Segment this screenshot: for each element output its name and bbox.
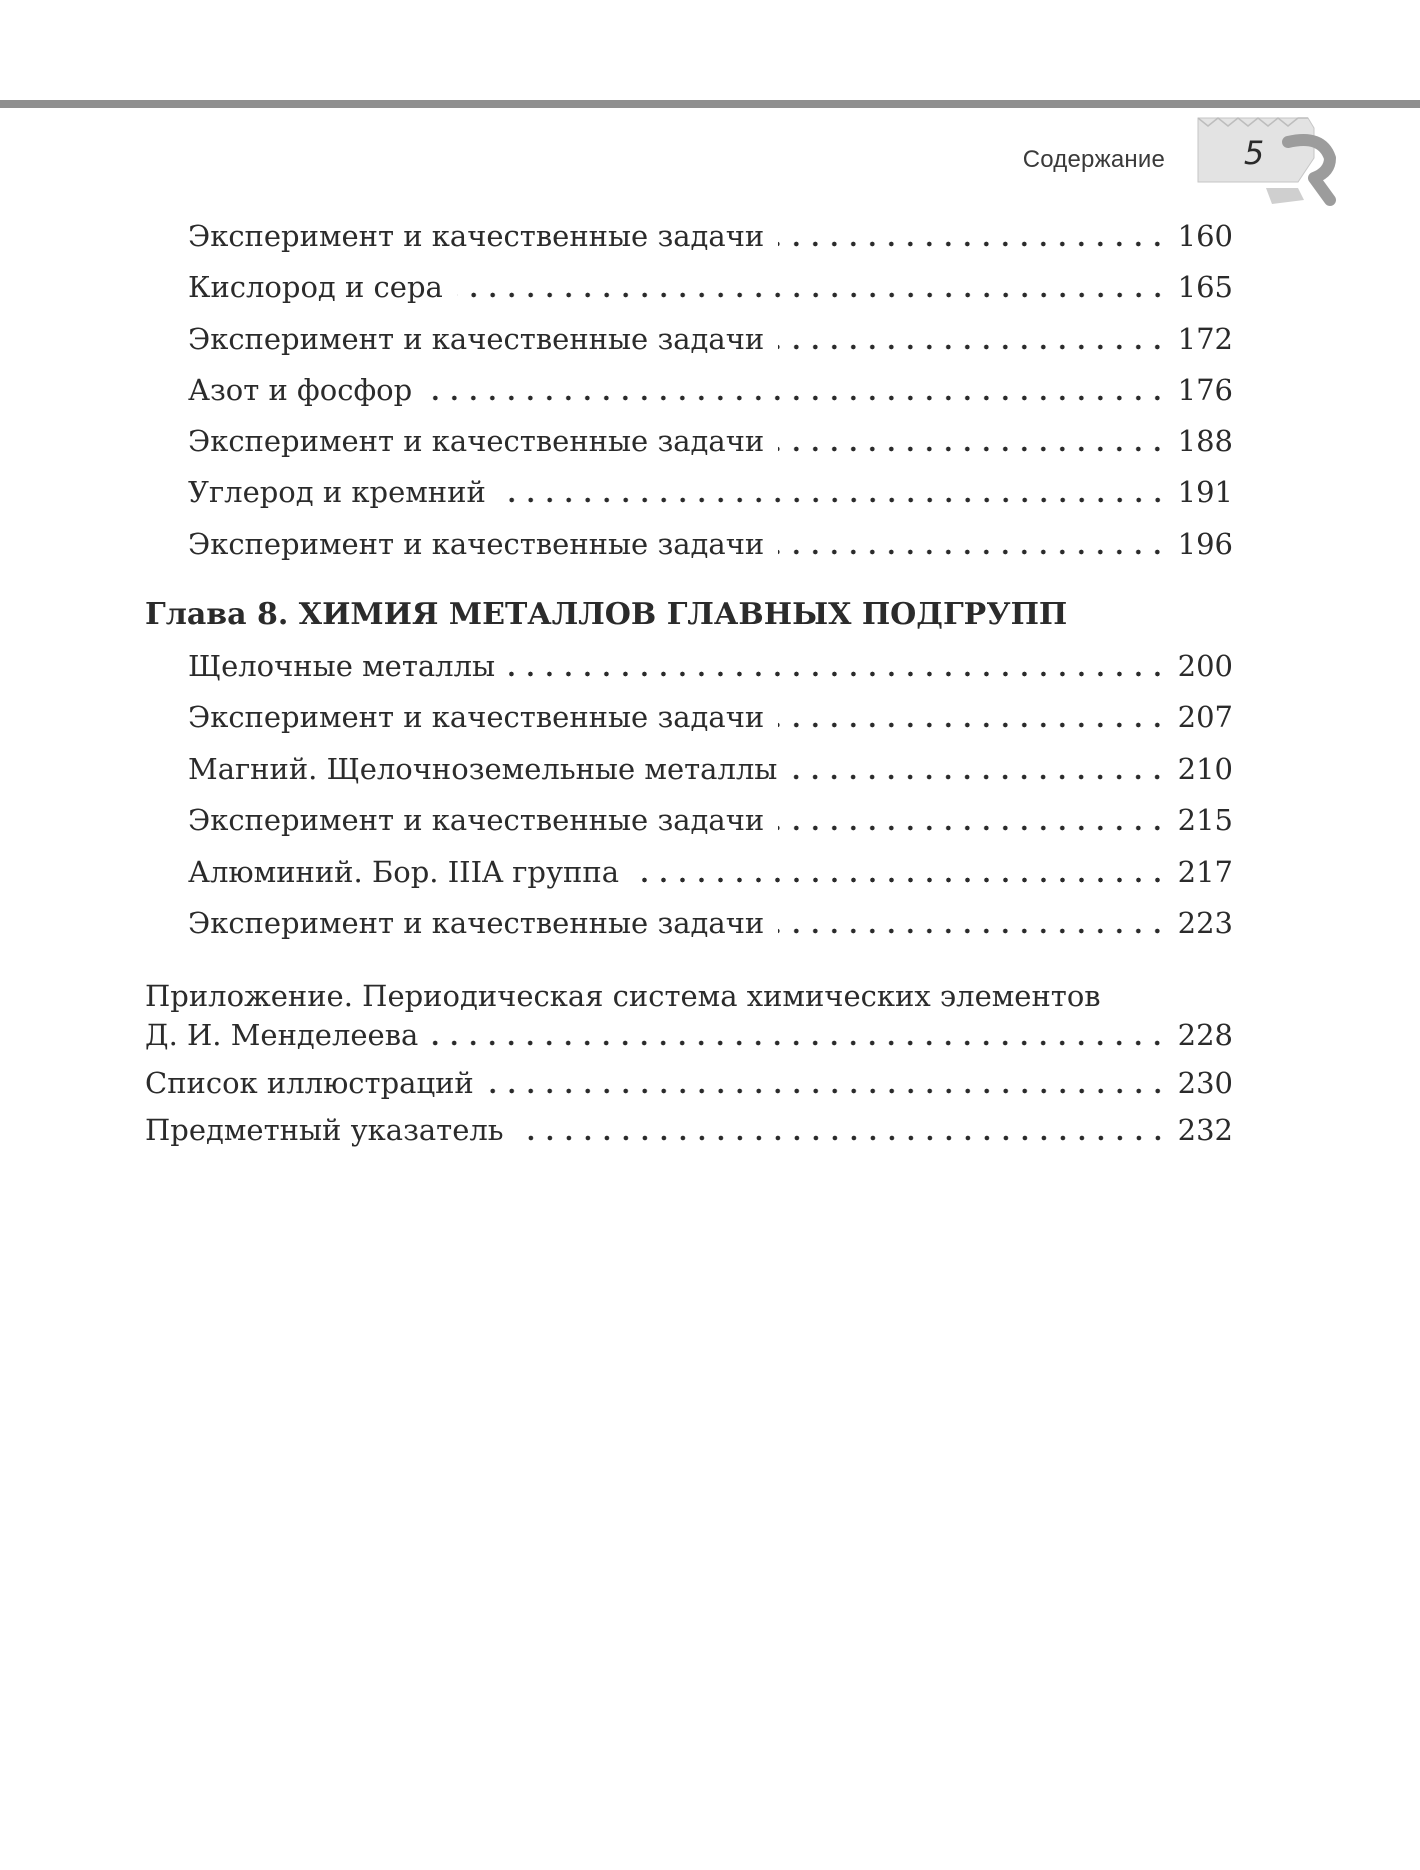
toc-entry-page: 217 bbox=[1177, 855, 1233, 889]
toc-entry[interactable] bbox=[188, 423, 1233, 459]
toc-entry-index[interactable] bbox=[145, 1112, 1233, 1148]
toc-entry[interactable] bbox=[188, 474, 1233, 510]
running-title: Содержание bbox=[1022, 146, 1165, 173]
dot-leader bbox=[457, 292, 1167, 298]
toc-entry[interactable] bbox=[188, 269, 1233, 305]
toc-entry-page: 196 bbox=[1177, 527, 1233, 561]
dot-leader bbox=[791, 774, 1167, 780]
toc-entry-title: Список иллюстраций bbox=[145, 1066, 474, 1100]
toc-entry-page: 215 bbox=[1177, 803, 1233, 837]
toc-entry[interactable] bbox=[188, 648, 1233, 684]
dot-leader bbox=[426, 395, 1167, 401]
toc-entry-title: Азот и фосфор bbox=[188, 373, 413, 407]
toc-entry-page: 172 bbox=[1177, 322, 1233, 356]
toc-entry-title: Углерод и кремний bbox=[188, 475, 486, 509]
dot-leader bbox=[500, 497, 1167, 503]
toc-entry-page: 200 bbox=[1177, 649, 1233, 683]
toc-entry[interactable] bbox=[188, 802, 1233, 838]
toc-entry-title: Щелочные металлы bbox=[188, 649, 496, 683]
toc-entry-page: 165 bbox=[1177, 270, 1233, 304]
toc-entry-title: Эксперимент и качественные задачи bbox=[188, 219, 765, 253]
toc-entry[interactable] bbox=[188, 699, 1233, 735]
toc-entry[interactable] bbox=[188, 751, 1233, 787]
toc-entry[interactable] bbox=[188, 905, 1233, 941]
dot-leader bbox=[432, 1040, 1167, 1046]
toc-entry[interactable] bbox=[188, 321, 1233, 357]
toc-entry-page: 188 bbox=[1177, 424, 1233, 458]
chapter-heading[interactable]: Глава 8. ХИМИЯ МЕТАЛЛОВ ГЛАВНЫХ ПОДГРУПП bbox=[145, 597, 1068, 632]
toc-entry[interactable] bbox=[188, 218, 1233, 254]
toc-entry-title: Эксперимент и качественные задачи bbox=[188, 906, 765, 940]
dot-leader bbox=[778, 446, 1167, 452]
toc-entry-page: 160 bbox=[1177, 219, 1233, 253]
dot-leader bbox=[633, 877, 1167, 883]
toc-entry-title: Кислород и сера bbox=[188, 270, 443, 304]
dot-leader bbox=[778, 344, 1167, 350]
toc-entry-page: 228 bbox=[1177, 1018, 1233, 1052]
toc-entry-title: Эксперимент и качественные задачи bbox=[188, 424, 765, 458]
toc-entry-page: 230 bbox=[1177, 1066, 1233, 1100]
toc-entry-title: Алюминий. Бор. IIIA группа bbox=[188, 855, 620, 889]
dot-leader bbox=[778, 722, 1167, 728]
toc-entry-title: Предметный указатель bbox=[145, 1113, 504, 1147]
toc-entry[interactable] bbox=[188, 854, 1233, 890]
appendix-title-line1[interactable]: Приложение. Периодическая система химических элементов bbox=[145, 979, 1101, 1013]
toc-entry-title: Эксперимент и качественные задачи bbox=[188, 322, 765, 356]
toc-entry[interactable] bbox=[188, 526, 1233, 562]
dot-leader bbox=[778, 241, 1167, 247]
toc-entry-page: 210 bbox=[1177, 752, 1233, 786]
toc-entry-page: 191 bbox=[1177, 475, 1233, 509]
dot-leader bbox=[509, 671, 1167, 677]
dot-leader bbox=[778, 825, 1167, 831]
toc-entry-page: 223 bbox=[1177, 906, 1233, 940]
appendix-title-line2: Д. И. Менделеева bbox=[145, 1018, 419, 1052]
toc-entry[interactable] bbox=[188, 372, 1233, 408]
toc-entry-illustrations[interactable] bbox=[145, 1065, 1233, 1101]
toc-entry-page: 176 bbox=[1177, 373, 1233, 407]
toc-entry-title: Эксперимент и качественные задачи bbox=[188, 527, 765, 561]
toc-entry-title: Магний. Щелочноземельные металлы bbox=[188, 752, 778, 786]
dot-leader bbox=[778, 549, 1167, 555]
page-number: 5 bbox=[1243, 134, 1265, 172]
dot-leader bbox=[488, 1088, 1167, 1094]
toc-entry-page: 207 bbox=[1177, 700, 1233, 734]
toc-entry-title: Эксперимент и качественные задачи bbox=[188, 700, 765, 734]
toc-entry-appendix[interactable] bbox=[145, 1017, 1233, 1053]
toc-entry-page: 232 bbox=[1177, 1113, 1233, 1147]
toc-entry-title: Эксперимент и качественные задачи bbox=[188, 803, 765, 837]
dot-leader bbox=[778, 928, 1167, 934]
dot-leader bbox=[518, 1135, 1167, 1141]
